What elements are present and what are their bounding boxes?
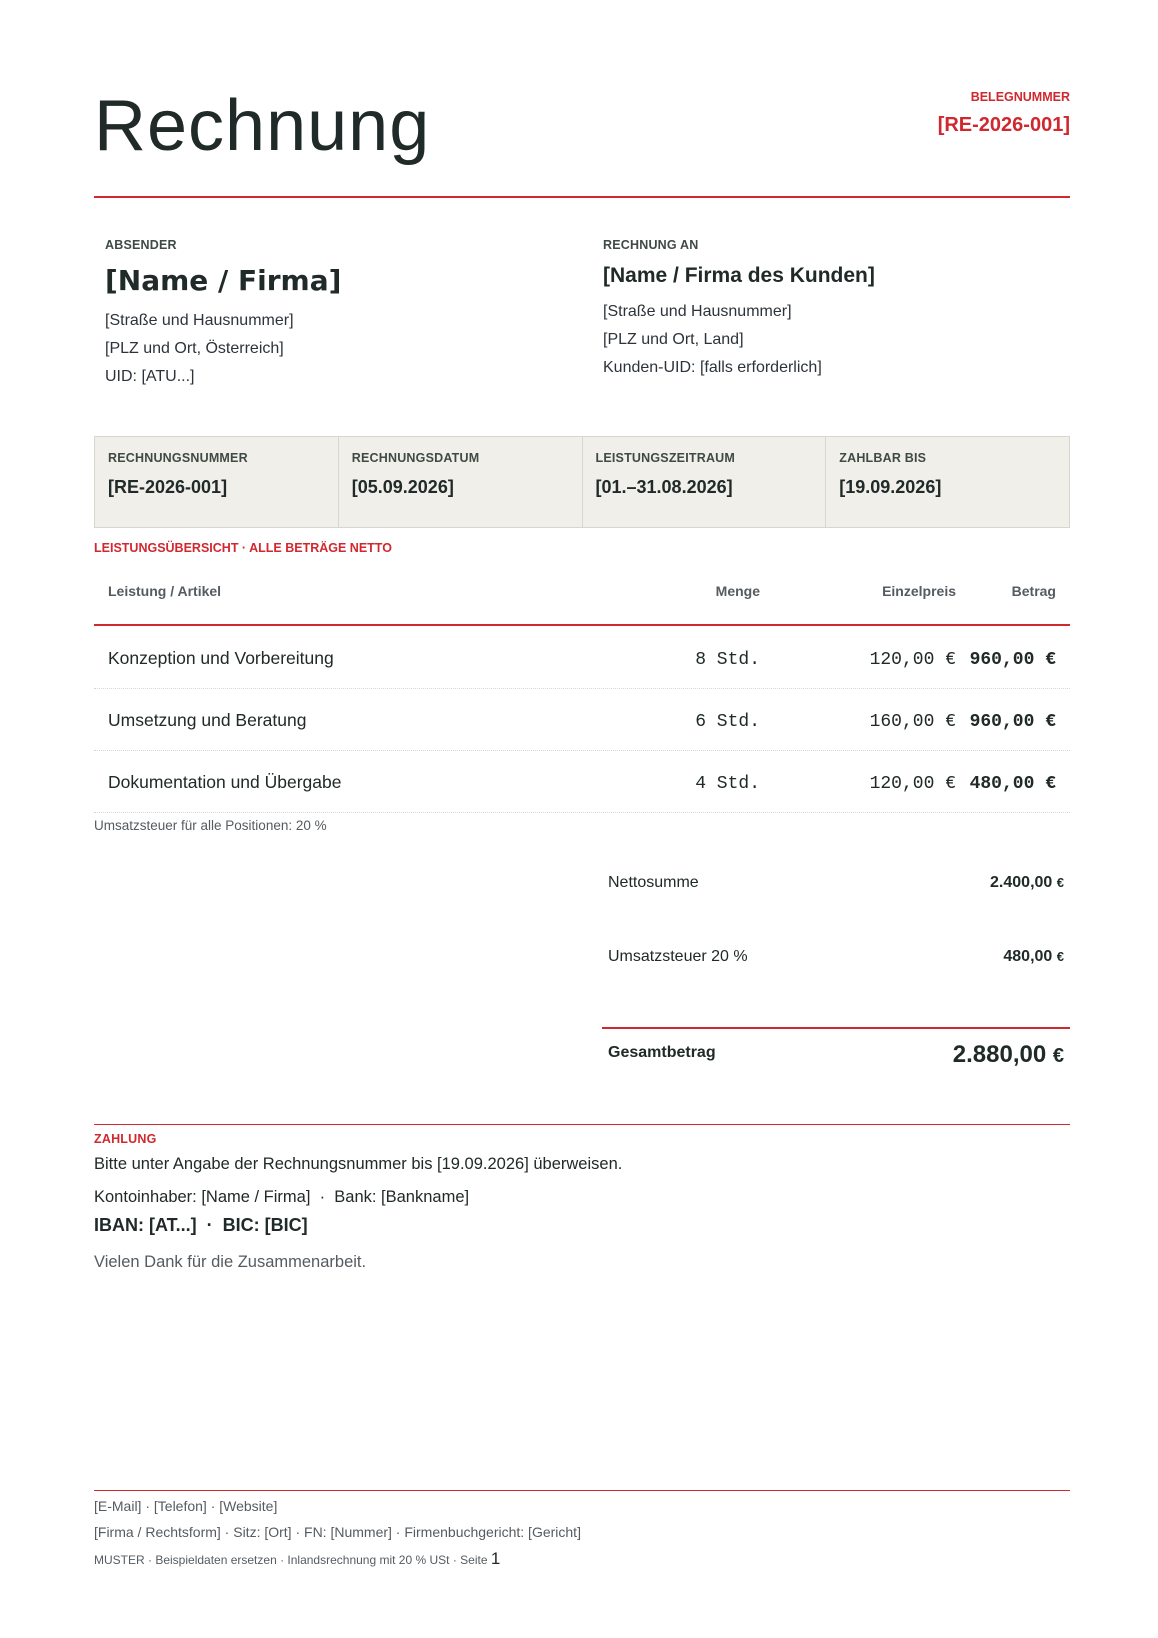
sender-block	[105, 238, 565, 391]
header-quantity: Menge	[715, 583, 760, 599]
info-label: LEISTUNGSZEITRAUM	[595, 451, 736, 465]
footer-note: MUSTER · Beispieldaten ersetzen · Inlandsrechnung mit 20 % USt · Seite	[94, 1553, 488, 1567]
info-invoice-date	[339, 437, 583, 527]
row-unit-price: 120,00 €	[869, 650, 956, 670]
row-amount: 480,00 €	[969, 774, 1056, 794]
vat-total-amount: 480,00	[1003, 948, 1053, 965]
recipient-block	[603, 238, 1063, 382]
recipient-name: [Name / Firma des Kunden]	[603, 264, 875, 287]
items-section-label: LEISTUNGSÜBERSICHT · ALLE BETRÄGE NETTO	[94, 541, 392, 555]
payment-label: ZAHLUNG	[94, 1132, 157, 1146]
net-total-value	[990, 874, 1064, 892]
info-label: RECHNUNGSNUMMER	[108, 451, 248, 465]
sender-uid: UID: [ATU...]	[105, 368, 195, 385]
sender-label: ABSENDER	[105, 238, 177, 252]
header-divider	[94, 196, 1070, 198]
header-unit-price: Einzelpreis	[882, 583, 956, 599]
vat-total-label: Umsatzsteuer 20 %	[608, 948, 748, 965]
footer-contact: [E-Mail] · [Telefon] · [Website]	[94, 1498, 278, 1514]
row-divider	[94, 812, 1070, 813]
row-unit-price: 120,00 €	[869, 774, 956, 794]
table-row	[94, 750, 1070, 812]
currency-symbol: €	[1056, 875, 1064, 890]
footer-company: [Firma / Rechtsform] · Sitz: [Ort] · FN: [Nummer] · Firmenbuchgericht: [Gericht]	[94, 1524, 581, 1540]
info-value: [RE-2026-001]	[108, 477, 228, 497]
row-quantity: 6 Std.	[695, 712, 760, 732]
footer-note-line	[94, 1549, 1070, 1569]
table-row	[94, 688, 1070, 750]
payment-account: Kontoinhaber: [Name / Firma] · Bank: [Bankname]	[94, 1188, 470, 1206]
reference-number: [RE-2026-001]	[937, 114, 1070, 136]
grand-total-label: Gesamtbetrag	[608, 1044, 716, 1061]
reference-label: BELEGNUMMER	[970, 90, 1070, 104]
sender-street: [Straße und Hausnummer]	[105, 312, 294, 329]
vat-total-value	[1003, 948, 1064, 966]
footer	[94, 1498, 1070, 1569]
info-label: RECHNUNGSDATUM	[351, 451, 480, 465]
recipient-street: [Straße und Hausnummer]	[603, 303, 792, 320]
page-number: 1	[490, 1549, 501, 1568]
sender-name: [Name / Firma]	[105, 264, 342, 297]
row-quantity: 8 Std.	[695, 650, 760, 670]
row-quantity: 4 Std.	[695, 774, 760, 794]
row-unit-price: 160,00 €	[869, 712, 956, 732]
document-title: Rechnung	[94, 86, 431, 166]
payment-block	[94, 1132, 1070, 1272]
currency-symbol: €	[1056, 949, 1064, 964]
total-divider	[602, 1027, 1070, 1029]
header-description: Leistung / Artikel	[108, 583, 222, 599]
header-amount: Betrag	[1011, 583, 1056, 599]
net-total-label: Nettosumme	[608, 874, 699, 891]
row-description: Umsetzung und Beratung	[108, 710, 307, 730]
info-value: [01.–31.08.2026]	[595, 477, 733, 497]
table-header	[94, 580, 1070, 625]
payment-bank-ids: IBAN: [AT...] · BIC: [BIC]	[94, 1215, 308, 1235]
payment-divider	[94, 1124, 1070, 1125]
row-description: Dokumentation und Übergabe	[108, 772, 342, 792]
info-due-date	[826, 437, 1069, 527]
net-total-amount: 2.400,00	[990, 874, 1053, 891]
recipient-label: RECHNUNG AN	[603, 238, 699, 252]
row-amount: 960,00 €	[969, 650, 1056, 670]
info-label: ZAHLBAR BIS	[839, 451, 927, 465]
table-row	[94, 626, 1070, 688]
footer-divider	[94, 1490, 1070, 1491]
vat-note: Umsatzsteuer für alle Positionen: 20 %	[94, 818, 327, 833]
recipient-uid: Kunden-UID: [falls erforderlich]	[603, 359, 822, 376]
grand-total-amount: 2.880,00	[952, 1041, 1047, 1068]
thank-you-note: Vielen Dank für die Zusammenarbeit.	[94, 1253, 367, 1271]
info-value: [19.09.2026]	[839, 477, 942, 497]
info-value: [05.09.2026]	[351, 477, 454, 497]
sender-city: [PLZ und Ort, Österreich]	[105, 340, 284, 357]
invoice-info-box	[94, 436, 1070, 528]
row-amount: 960,00 €	[969, 712, 1056, 732]
info-invoice-number	[95, 437, 339, 527]
recipient-city: [PLZ und Ort, Land]	[603, 331, 744, 348]
info-service-period	[583, 437, 827, 527]
currency-symbol: €	[1052, 1045, 1064, 1067]
grand-total-value	[953, 1041, 1064, 1069]
payment-instruction: Bitte unter Angabe der Rechnungsnummer bis [19.09.2026] überweisen.	[94, 1155, 623, 1173]
row-description: Konzeption und Vorbereitung	[108, 648, 334, 668]
